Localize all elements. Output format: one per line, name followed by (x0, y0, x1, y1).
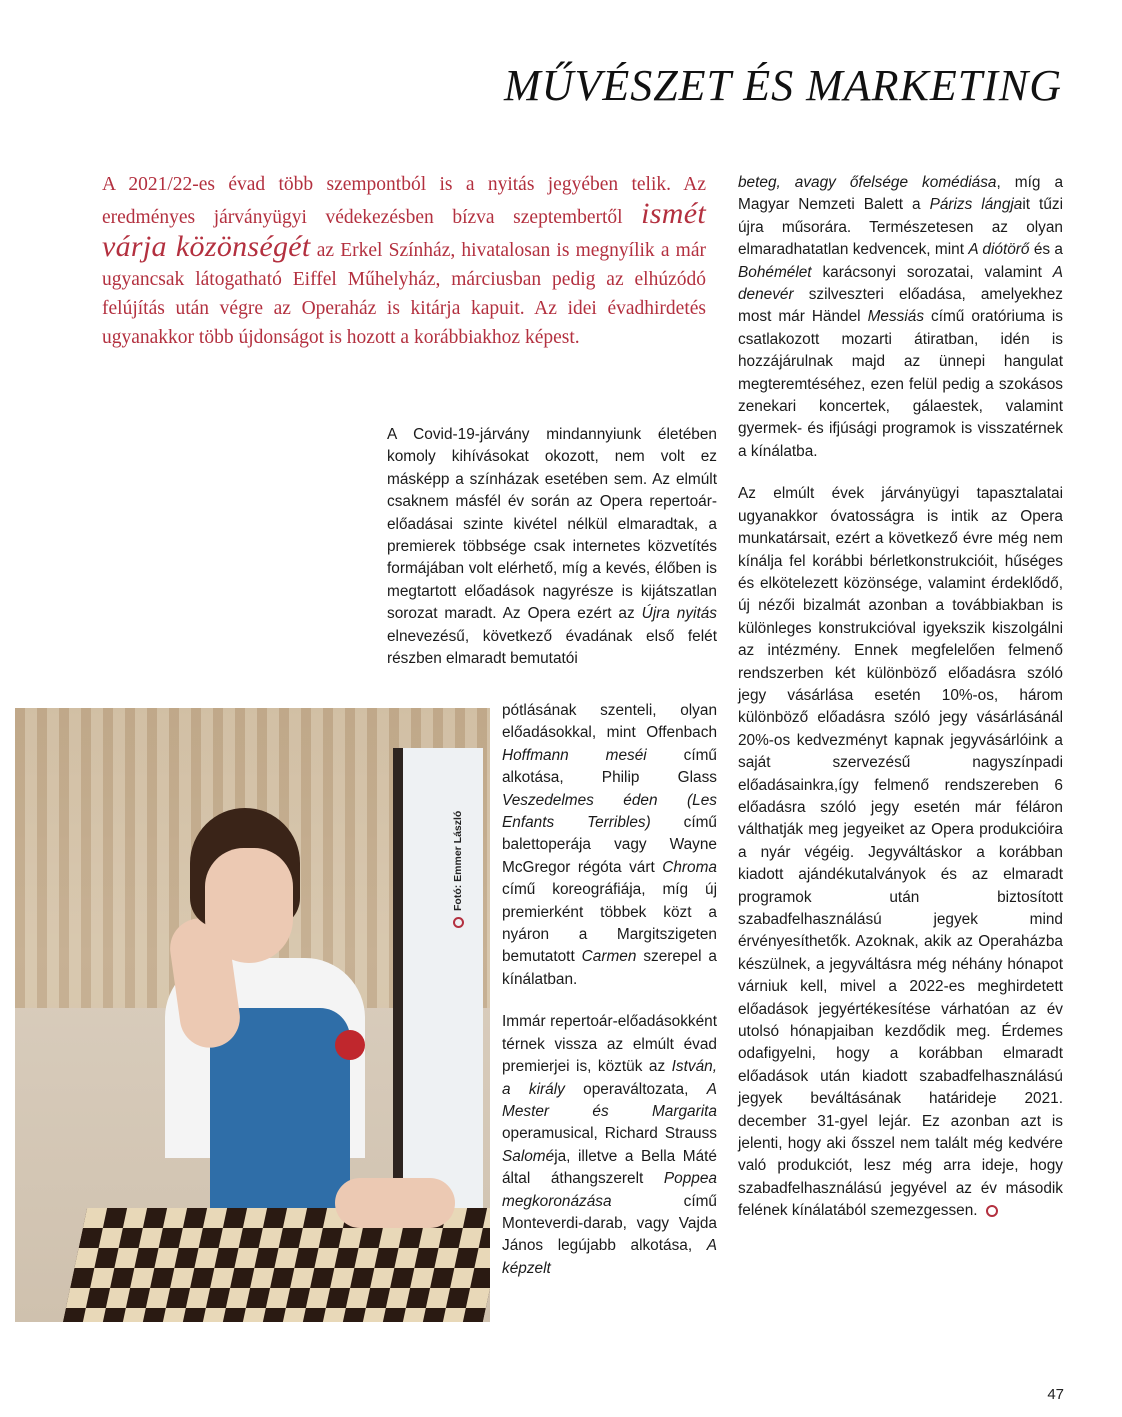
italic-title: Carmen (581, 948, 637, 966)
section-title: MŰVÉSZET ÉS MARKETING (504, 61, 1062, 110)
text-run: A Covid-19-járvány mindannyiunk életében komoly kihívásokat okozott, nem volt ez másképp a színházak esetében sem. Az elmúlt csaknem másfél év során az Opera repertoár-előadásai szinte kivétel nélkül elmaradtak, a premierek többsége csak internetes közvetítés formájában volt elérhető, míg a kevés, élőben is megtartott előadások nagyrésze is kijátszatlan sorozat maradt. Az Opera ezért az (387, 426, 717, 623)
text-run: és a (1029, 241, 1063, 259)
text-run: elnevezésű, következő évadának első felét részben elmaradt bemutatói (387, 627, 717, 668)
text-run: című alkotása, Philip Glass (502, 746, 717, 787)
article-column-1-top (387, 424, 717, 670)
italic-title: Újra nyitás (641, 605, 717, 623)
photo-hand (335, 1178, 455, 1228)
text-run: operamusical, Richard Strauss (502, 1125, 717, 1143)
photo-credit-text: Fotó: Emmer László (452, 810, 464, 911)
text-run: ja, illetve a Bella Máté által áthangszerelt (502, 1147, 717, 1188)
lead-highlight: ismét várja közönségét (102, 197, 706, 263)
photo-badge (335, 1030, 365, 1060)
photo-apron (210, 1008, 350, 1238)
italic-title: A diótörő (968, 241, 1030, 259)
italic-title: Chroma (662, 858, 717, 876)
article-column-2 (738, 172, 1063, 1223)
italic-title: Veszedelmes éden (Les Enfants Terribles) (502, 791, 717, 832)
text-run: című balettoperája vagy Wayne McGregor régóta várt (502, 814, 717, 876)
article-photo (15, 708, 490, 1322)
lead-text-2: az Erkel Színház, hivatalosan is megnyílik a már ugyancsak látogatható Eiffel Műhelyház, márciusban pedig az elhúzódó felújítás után végre az Operaház is kitárja kapuit. Az idei évadhirdetés ugyanakkor több újdonságot is hozott a korábbiakhoz képest. (102, 240, 706, 348)
text-run: karácsonyi sorozatai, valamint (811, 263, 1053, 281)
text-run: it tűzi újra műsorára. Természetesen az olyan elmaradhatatlan kedvencek, mint (738, 196, 1063, 259)
italic-title: Párizs lángja (929, 196, 1023, 214)
end-mark-icon (986, 1205, 998, 1217)
page-number: 47 (1047, 1386, 1064, 1403)
body-paragraph (387, 424, 717, 670)
lead-paragraph (102, 170, 706, 352)
text-run: operaváltozata, (564, 1080, 707, 1098)
italic-title: István, a király (502, 1058, 717, 1098)
photo-credit (452, 811, 464, 928)
body-paragraph (738, 483, 1063, 1222)
italic-title: Poppea megkoronázása (502, 1170, 717, 1210)
text-run: című oratóriuma is csatlakozott mozarti átiratban, idén is hozzájárulnak majd az ünnepi hangulat megteremtéséhez, ezen felül pedig a szokásos zenekari koncertek, gálaestek, valamint gyermek- és ifjúsági programok is visszatérnek a kínálatba. (738, 308, 1063, 460)
italic-title: Hoffmann meséi (502, 746, 647, 764)
italic-title: A képzelt (502, 1237, 717, 1277)
italic-title: Bohémélet (738, 263, 812, 281)
italic-title: A denevér (738, 263, 1063, 304)
lead-text-1: A 2021/22-es évad több szempontból is a nyitás jegyében telik. Az eredményes járványügyi védekezésben bízva szeptembertől (102, 174, 706, 228)
text-run: című Monteverdi-darab, vagy Vajda János legújabb alkotása, (502, 1192, 717, 1255)
text-run: pótlásának szenteli, olyan előadásokkal, mint Offenbach (502, 702, 717, 742)
body-paragraph (502, 1011, 717, 1280)
article-column-1-bottom (502, 700, 717, 1280)
text-run: szerepel a kínálatban. (502, 948, 717, 988)
text-run: Immár repertoár-előadásokként térnek vissza az elmúlt évad premierjei is, köztük az (502, 1013, 717, 1076)
text-run: szilveszteri előadása, amelyekhez most már Händel (738, 286, 1063, 326)
text-run: című koreográfiája, míg új premierként többek közt a nyáron a Margitszigeten bemutatott (502, 881, 717, 966)
italic-title: Salomé (502, 1147, 555, 1165)
italic-title: Messiás (867, 308, 925, 326)
photo-window (393, 748, 483, 1228)
credit-dot-icon (453, 917, 464, 928)
text-run: Az elmúlt évek járványügyi tapasztalatai ugyanakkor óvatosságra is intik az Opera munkatársait, ezért a következő évre még nem kínálja fel korábbi bérletkonstrukcióit, hűséges és elkötelezett közönsége, valamint érdeklődő, új nézői bizalmát azonban a továbbiakban is különleges konstrukcióval igyekszik kiszolgálni az intézmény. Ennek megfelelően felmenő rendszerben két különböző előadásra szóló jegy vásárlása esetén 10%-os, három különböző előadásra szóló jegy vásárlásánál 20%-os kedvezményt kapnak jegyvásárlóink a saját szervezésű nagyszínpadi előadásainkra,így felmenő rendszereben 6 előadásra szóló jegy esetén már féláron válthatják meg jegyeiket az Opera produkcióira a nyár végéig. Jegyváltáskor a korábban kiadott ajándékutalványok és az elmaradt programok után biztosított szabadfelhasználású jegyek mind érvényesíthetők. Azoknak, akik az Operaházba készülnek, a jegyváltásra még néhány hónapot várniuk kell, mivel a 2022-es meghirdetett előadások jegyértékesítése várhatóan az év utolsó hónapjaiban kezdődik meg. Érdemes odafigyelni, hogy a korábban elmaradt előadások után kiadott szabadfelhasználású jegyek beváltásának határideje 2021. december 31-gyel lejár. Ez azonban azt is jelenti, hogy aki ősszel nem talált még kedvére való produkciót, lesz még arra ideje, hogy szabadfelhasználású jegyével az év második felének kínálatából szemezgessen. (738, 485, 1063, 1220)
text-run: , míg a Magyar Nemzeti Balett a (738, 174, 1063, 214)
photo-face (205, 848, 293, 963)
body-paragraph (502, 700, 717, 991)
italic-title: A Mester és Margarita (502, 1080, 717, 1120)
italic-title: beteg, avagy őfelsége komédiása (738, 174, 997, 191)
body-paragraph (738, 172, 1063, 463)
